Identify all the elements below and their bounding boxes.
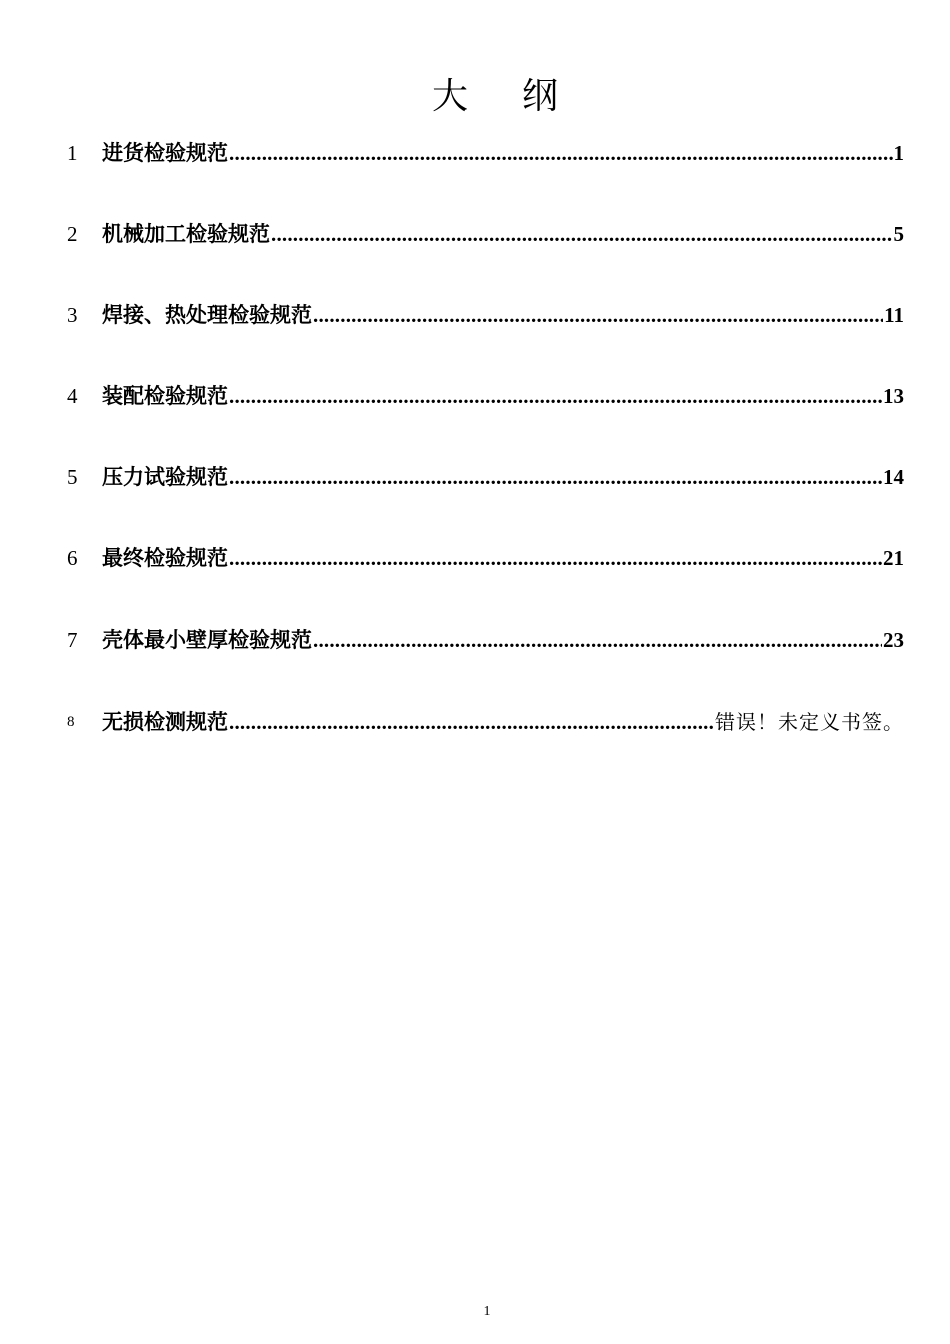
- toc-dot-leader: [229, 141, 893, 165]
- toc-entry-6[interactable]: [67, 540, 904, 570]
- toc-entry-7[interactable]: [67, 622, 904, 652]
- toc-entry-number: 8: [67, 714, 75, 730]
- toc-entry-page: 21: [883, 546, 904, 570]
- toc-entry-number: 7: [67, 628, 78, 652]
- toc-entry-page: 5: [893, 222, 904, 246]
- toc-entry-page: 14: [883, 465, 904, 489]
- toc-entry-label[interactable]: 焊接、热处理检验规范: [102, 302, 312, 327]
- toc-entry-label[interactable]: 机械加工检验规范: [102, 221, 270, 246]
- toc-dot-leader: [313, 628, 882, 652]
- toc-entry-page-error: 错误！未定义书签。: [715, 710, 904, 734]
- toc-entry-label[interactable]: 压力试验规范: [102, 464, 228, 489]
- toc-entry-4[interactable]: [67, 378, 904, 408]
- document-title: [0, 68, 950, 119]
- toc-dot-leader: [313, 303, 883, 327]
- toc-entry-number: 5: [67, 465, 78, 489]
- toc-entry-1[interactable]: [67, 135, 904, 165]
- title-char-1: 大: [431, 76, 468, 117]
- toc-dot-leader: [229, 710, 714, 734]
- toc-entry-page: 1: [893, 141, 904, 165]
- toc-entry-label[interactable]: 装配检验规范: [102, 383, 228, 408]
- toc-entry-number: 1: [67, 141, 78, 165]
- toc-entry-number: 6: [67, 546, 78, 570]
- toc-entry-2[interactable]: [67, 216, 904, 246]
- toc-entry-page: 11: [884, 303, 904, 327]
- toc-entry-3[interactable]: [67, 297, 904, 327]
- toc-entry-page: 23: [883, 628, 904, 652]
- toc-entry-label[interactable]: 壳体最小壁厚检验规范: [102, 627, 312, 652]
- title-char-2: 纲: [522, 76, 559, 117]
- toc-dot-leader: [229, 384, 882, 408]
- toc-entry-number: 4: [67, 384, 78, 408]
- toc-entry-8[interactable]: [67, 704, 904, 734]
- toc-entry-number: 2: [67, 222, 78, 246]
- toc-dot-leader: [229, 465, 882, 489]
- toc-entry-label[interactable]: 进货检验规范: [102, 140, 228, 165]
- toc-entry-page: 13: [883, 384, 904, 408]
- page-number-footer: 1: [483, 1304, 491, 1319]
- toc-dot-leader: [271, 222, 893, 246]
- toc-entry-number: 3: [67, 303, 78, 327]
- toc-entry-label[interactable]: 无损检测规范: [102, 709, 228, 734]
- toc-entry-label[interactable]: 最终检验规范: [102, 545, 228, 570]
- toc-entry-5[interactable]: [67, 459, 904, 489]
- toc-dot-leader: [229, 546, 882, 570]
